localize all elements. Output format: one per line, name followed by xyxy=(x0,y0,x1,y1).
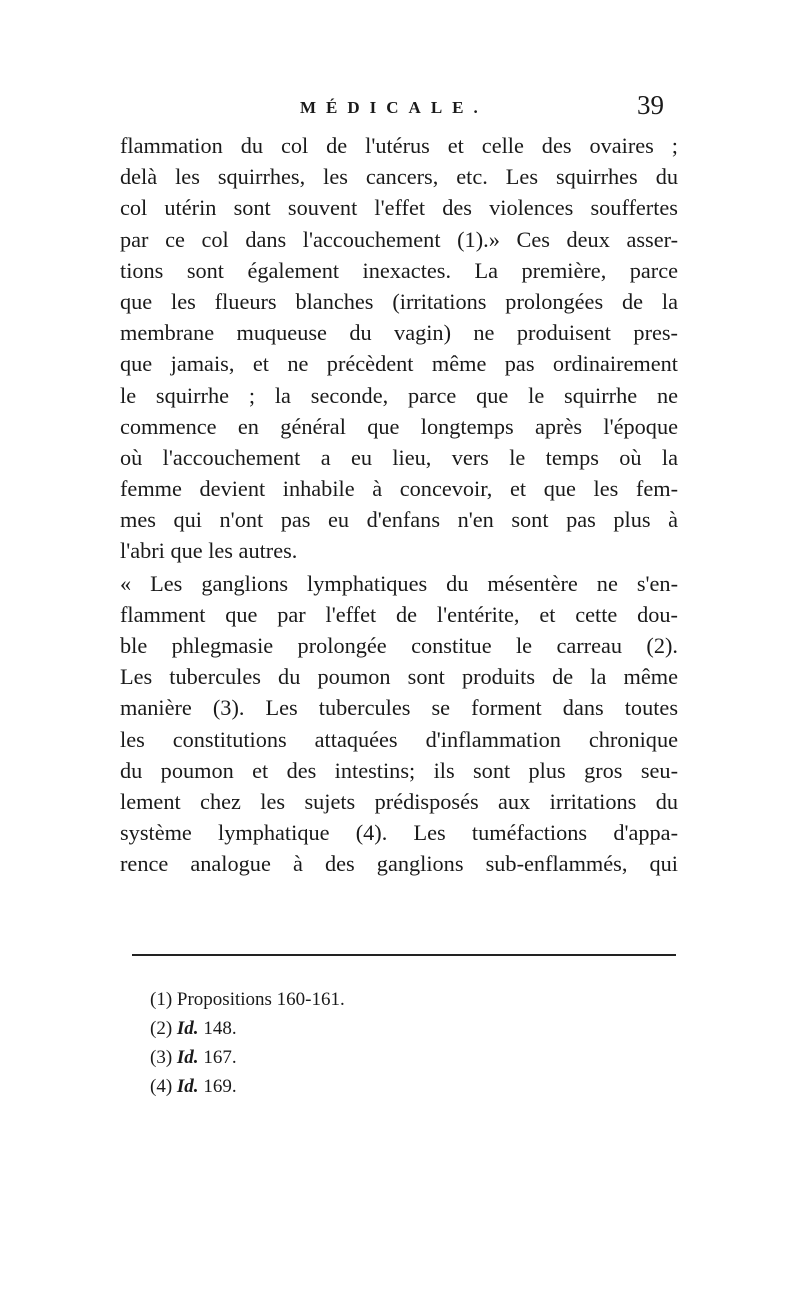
text-line: mes qui n'ont pas eu d'enfans n'en sont pas plus à xyxy=(120,507,678,533)
footnote xyxy=(150,985,345,1014)
page-number: 39 xyxy=(637,90,664,120)
text-line: que jamais, et ne précèdent même pas ordinairement xyxy=(120,351,678,377)
footnote-separator xyxy=(132,954,676,956)
footnote-ref: (2) xyxy=(150,1018,173,1039)
text-line: col utérin sont souvent l'effet des violences souffertes xyxy=(120,195,678,221)
footnote-text: 169. xyxy=(203,1076,237,1097)
body-text xyxy=(120,130,678,880)
footnote-text: 167. xyxy=(203,1047,237,1068)
footnote-text: 148. xyxy=(203,1018,237,1039)
text-line: Les tubercules du poumon sont produits de la même xyxy=(120,664,678,690)
text-line: flamment que par l'effet de l'entérite, et cette dou- xyxy=(120,601,678,627)
footnote-ref: (3) xyxy=(150,1047,173,1068)
footnote xyxy=(150,1072,345,1101)
footnote xyxy=(150,1014,345,1043)
text-line: du poumon et des intestins; ils sont plus gros seu- xyxy=(120,757,678,783)
text-line: système lymphatique (4). Les tuméfactions d'appa- xyxy=(120,820,678,846)
text-line: que les flueurs blanches (irritations prolongées de la xyxy=(120,288,678,314)
text-line: où l'accouchement a eu lieu, vers le temps où la xyxy=(120,444,678,470)
text-line: par ce col dans l'accouchement (1).» Ces deux asser- xyxy=(120,226,678,252)
footnote-ref: (4) xyxy=(150,1076,173,1097)
text-line: delà les squirrhes, les cancers, etc. Les squirrhes du xyxy=(120,164,678,190)
paragraph xyxy=(120,568,678,880)
footnote xyxy=(150,1043,345,1072)
footnote-text: Propositions 160-161. xyxy=(176,989,345,1010)
text-line: tions sont également inexactes. La première, parce xyxy=(120,257,678,283)
running-title: MÉDICALE. xyxy=(300,98,488,117)
text-line: commence en général que longtemps après l'époque xyxy=(120,413,678,439)
footnotes xyxy=(150,985,345,1101)
text-line: l'abri que les autres. xyxy=(120,538,298,564)
text-line: flammation du col de l'utérus et celle des ovaires ; xyxy=(120,133,678,158)
text-line: membrane muqueuse du vagin) ne produisent pres- xyxy=(120,320,678,346)
text-line: femme devient inhabile à concevoir, et que les fem- xyxy=(120,476,678,502)
page-header xyxy=(0,78,800,118)
footnote-ref: (1) xyxy=(150,989,173,1010)
footnote-abbr: Id. xyxy=(176,1018,199,1039)
text-line: les constitutions attaquées d'inflammation chronique xyxy=(120,726,678,752)
text-line: le squirrhe ; la seconde, parce que le squirrhe ne xyxy=(120,382,678,408)
text-line: rence analogue à des ganglions sub-enflammés, qui xyxy=(120,851,678,877)
text-line: « Les ganglions lymphatiques du mésentère ne s'en- xyxy=(120,570,678,596)
text-line: manière (3). Les tubercules se forment dans toutes xyxy=(120,695,678,721)
text-line: lement chez les sujets prédisposés aux irritations du xyxy=(120,788,678,814)
footnote-abbr: Id. xyxy=(176,1047,199,1068)
text-line: ble phlegmasie prolongée constitue le carreau (2). xyxy=(120,633,678,658)
footnote-abbr: Id. xyxy=(176,1076,199,1097)
paragraph xyxy=(120,130,678,567)
